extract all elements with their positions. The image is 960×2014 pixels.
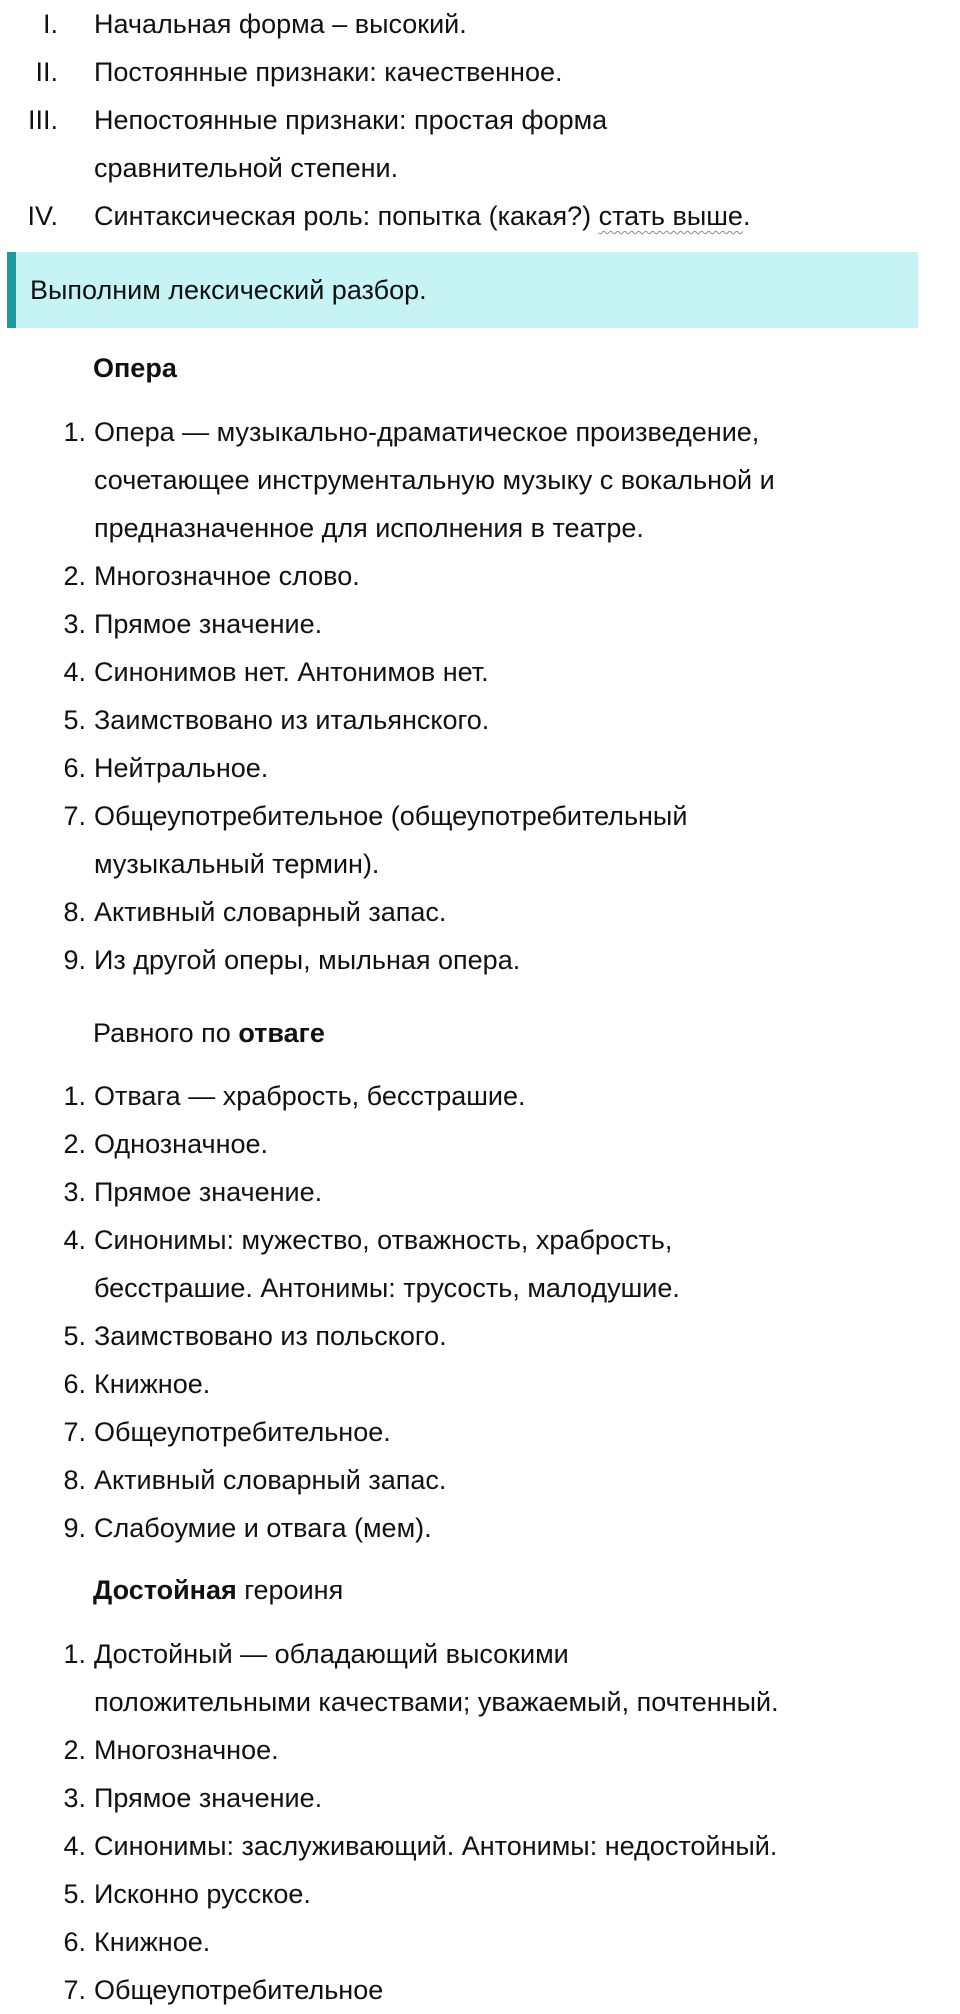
section-heading-dostoinaya bbox=[93, 1566, 343, 1614]
list-number: 2. bbox=[63, 1735, 86, 1765]
list-text: Опера — музыкально-драматическое произведение, bbox=[94, 417, 760, 447]
list-number: 3. bbox=[63, 1177, 86, 1207]
list-text: Прямое значение. bbox=[94, 609, 323, 639]
list-text: Заимствовано из польского. bbox=[94, 1321, 447, 1351]
list-number: 8. bbox=[63, 1465, 86, 1495]
heading-bold: Достойная bbox=[93, 1575, 237, 1605]
list-number: I. bbox=[42, 9, 58, 39]
list-text: Общеупотребительное. bbox=[94, 1417, 391, 1447]
list-text: Книжное. bbox=[94, 1369, 211, 1399]
list-number: II. bbox=[35, 57, 58, 87]
list-number: 5. bbox=[63, 1321, 86, 1351]
list-number: 6. bbox=[63, 1369, 86, 1399]
heading-bold: отваге bbox=[238, 1018, 325, 1048]
list-text: положительными качествами; уважаемый, почтенный. bbox=[94, 1687, 779, 1717]
list-text: Активный словарный запас. bbox=[94, 1465, 447, 1495]
list-text: Исконно русское. bbox=[94, 1879, 311, 1909]
list-text: музыкальный термин). bbox=[94, 849, 380, 879]
list-number: 1. bbox=[63, 417, 86, 447]
list-text: Заимствовано из итальянского. bbox=[94, 705, 490, 735]
heading-plain: героиня bbox=[236, 1575, 344, 1605]
list-text: Достойный — обладающий высокими bbox=[94, 1639, 569, 1669]
list-number: 7. bbox=[63, 801, 86, 831]
list-text: Общеупотребительное (общеупотребительный bbox=[94, 801, 688, 831]
list-number: 6. bbox=[63, 753, 86, 783]
list-text: бесстрашие. Антонимы: трусость, малодушие. bbox=[94, 1273, 680, 1303]
list-number: III. bbox=[27, 105, 58, 135]
spellcheck-underlined-text: стать выше bbox=[598, 201, 743, 231]
syntax-prefix: Синтаксическая роль: попытка (какая?) bbox=[94, 201, 599, 231]
section-heading-opera: Опера bbox=[93, 353, 177, 383]
list-number: 9. bbox=[63, 1513, 86, 1543]
list-text: предназначенное для исполнения в театре. bbox=[94, 513, 644, 543]
list-number: 1. bbox=[63, 1081, 86, 1111]
list-number: 5. bbox=[63, 1879, 86, 1909]
list-text: Общеупотребительное bbox=[94, 1975, 384, 2005]
list-text: Однозначное. bbox=[94, 1129, 269, 1159]
list-text: Отвага — храбрость, бесстрашие. bbox=[94, 1081, 526, 1111]
list-text: Синонимы: мужество, отважность, храбрость, bbox=[94, 1225, 673, 1255]
list-text: Прямое значение. bbox=[94, 1177, 323, 1207]
list-text: Постоянные признаки: качественное. bbox=[94, 57, 563, 87]
list-number: 7. bbox=[63, 1417, 86, 1447]
list-number: 8. bbox=[63, 897, 86, 927]
list-text: Из другой оперы, мыльная опера. bbox=[94, 945, 521, 975]
list-text: Прямое значение. bbox=[94, 1783, 323, 1813]
list-number: 4. bbox=[63, 1225, 86, 1255]
list-text: сочетающее инструментальную музыку с вокальной и bbox=[94, 465, 775, 495]
list-number: 7. bbox=[63, 1975, 86, 2005]
list-number: 4. bbox=[63, 657, 86, 687]
callout-text: Выполним лексический разбор. bbox=[30, 275, 427, 305]
list-text: Нейтральное. bbox=[94, 753, 269, 783]
section-heading-otvaga bbox=[93, 1009, 325, 1057]
list-text: Синонимы: заслуживающий. Антонимы: недостойный. bbox=[94, 1831, 778, 1861]
list-number: 2. bbox=[63, 1129, 86, 1159]
list-number: 5. bbox=[63, 705, 86, 735]
list-number: 3. bbox=[63, 1783, 86, 1813]
list-text: Книжное. bbox=[94, 1927, 211, 1957]
list-text: сравнительной степени. bbox=[94, 153, 399, 183]
list-number: 6. bbox=[63, 1927, 86, 1957]
list-number: 4. bbox=[63, 1831, 86, 1861]
list-text: Непостоянные признаки: простая форма bbox=[94, 105, 608, 135]
list-text: Многозначное. bbox=[94, 1735, 279, 1765]
list-number: 3. bbox=[63, 609, 86, 639]
list-number: 1. bbox=[63, 1639, 86, 1669]
heading-plain: Равного по bbox=[93, 1018, 239, 1048]
list-text: Многозначное слово. bbox=[94, 561, 360, 591]
syntax-suffix: . bbox=[742, 201, 751, 231]
list-text: Активный словарный запас. bbox=[94, 897, 447, 927]
callout-box bbox=[7, 252, 918, 328]
list-number: 2. bbox=[63, 561, 86, 591]
list-text: Слабоумие и отвага (мем). bbox=[94, 1513, 432, 1543]
list-text: Синонимов нет. Антонимов нет. bbox=[94, 657, 489, 687]
list-number: 9. bbox=[63, 945, 86, 975]
list-text bbox=[94, 192, 750, 240]
list-number: IV. bbox=[27, 201, 58, 231]
list-text: Начальная форма – высокий. bbox=[94, 9, 467, 39]
